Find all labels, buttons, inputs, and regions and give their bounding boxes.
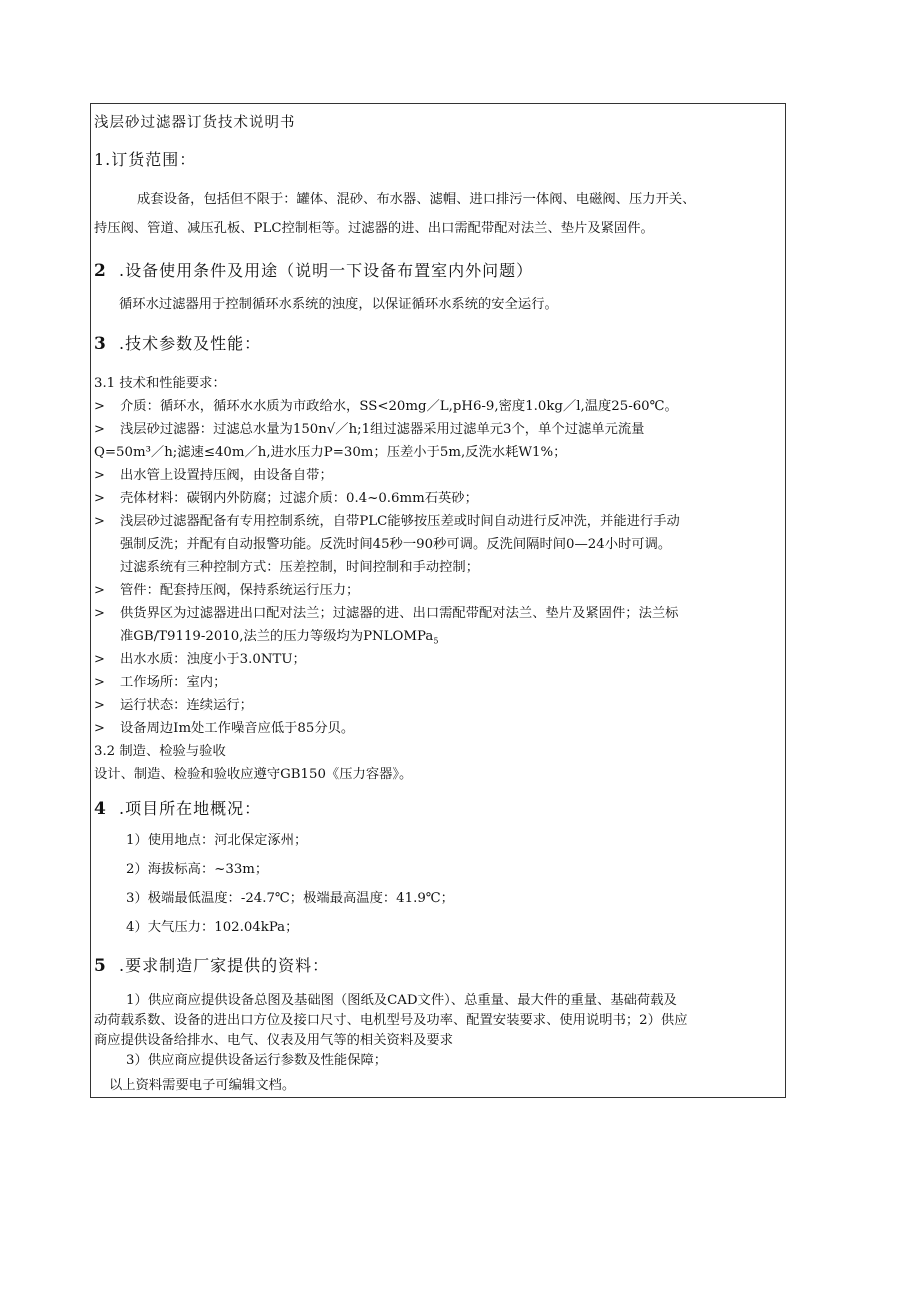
section-2-heading	[94, 261, 533, 281]
bullet-marker: >	[94, 652, 105, 667]
location-item-4: 4）大气压力：102.04kPa；	[126, 920, 299, 935]
section-1-heading: 1.订货范围：	[94, 150, 197, 169]
materials-line-3: 商应提供设备给排水、电气、仪表及用气等的相关资料及要求	[94, 1033, 454, 1048]
materials-line-2: 动荷载系数、设备的进出口方位及接口尺寸、电机型号及功率、配置安装要求、使用说明书；2）供应	[94, 1013, 688, 1028]
tech-item-7-cont	[120, 629, 438, 645]
tech-item-2-cont: Q=50m³／h;滤速≤40m／h,进水压力P=30m；压差小于5m,反洗水耗W1%；	[94, 445, 567, 460]
materials-line-1: 1）供应商应提供设备总图及基础图（图纸及CAD文件）、总重量、最大件的重量、基础荷载及	[126, 993, 677, 1008]
section-4-number: 4	[94, 799, 107, 819]
tech-item-3: 出水管上设置持压阀，由设备自带；	[120, 468, 333, 483]
section-1-line-1: 成套设备，包括但不限于：罐体、混砂、布水器、滤帽、进口排污一体阀、电磁阀、压力开关、	[137, 192, 696, 207]
bullet-marker: >	[94, 675, 105, 690]
tech-item-6: 管件：配套持压阀，保持系统运行压力；	[120, 583, 360, 598]
tech-item-8: 出水水质：浊度小于3.0NTU；	[120, 652, 306, 667]
location-item-2: 2）海拔标高：~33m；	[126, 862, 269, 877]
section-4-title: .项目所在地概况：	[119, 799, 262, 818]
bullet-marker: >	[94, 399, 105, 414]
bullet-marker: >	[94, 606, 105, 621]
tech-item-9: 工作场所：室内；	[120, 675, 227, 690]
section-3-2-heading: 3.2 制造、检验与验收	[94, 744, 226, 759]
tech-item-2: 浅层砂过滤器：过滤总水量为150n√／h;1组过滤器采用过滤单元3个，单个过滤单元流量	[120, 422, 645, 437]
section-3-heading	[94, 334, 261, 354]
bullet-marker: >	[94, 698, 105, 713]
section-5-heading	[94, 956, 329, 976]
location-item-3: 3）极端最低温度：-24.7℃；极端最高温度：41.9℃；	[126, 891, 454, 906]
tech-item-10: 运行状态：连续运行；	[120, 698, 253, 713]
tech-item-1: 介质：循环水，循环水水质为市政给水，SS<20mg／L,pH6-9,密度1.0kg／l,温度25-60℃。	[120, 399, 678, 414]
section-1-line-2: 持压阀、管道、减压孔板、PLC控制柜等。过滤器的进、出口需配带配对法兰、垫片及紧固件。	[94, 221, 654, 236]
section-3-title: .技术参数及性能：	[119, 334, 262, 353]
materials-line-4: 3）供应商应提供设备运行参数及性能保障；	[126, 1053, 388, 1068]
location-item-1: 1）使用地点：河北保定涿州；	[126, 833, 308, 848]
tech-item-11: 设备周边Im处工作噪音应低于85分贝。	[120, 721, 355, 736]
flange-standard-text: 准GB/T9119-2010,法兰的压力等级均为PNLOMPa	[120, 629, 434, 644]
materials-line-5: 以上资料需要电子可编辑文档。	[109, 1078, 296, 1093]
bullet-marker: >	[94, 583, 105, 598]
bullet-marker: >	[94, 491, 105, 506]
section-5-title: .要求制造厂家提供的资料：	[119, 956, 330, 975]
tech-item-7: 供货界区为过滤器进出口配对法兰；过滤器的进、出口需配带配对法兰、垫片及紧固件；法兰标	[120, 606, 679, 621]
section-2-number: 2	[94, 261, 107, 281]
tech-item-5-cont-1: 强制反洗；并配有自动报警功能。反洗时间45秒一90秒可调。反洗间隔时间0—24小时可调。	[120, 537, 672, 552]
bullet-marker: >	[94, 468, 105, 483]
bullet-marker: >	[94, 514, 105, 529]
document-frame	[90, 103, 786, 1098]
tech-item-5-cont-2: 过滤系统有三种控制方式：压差控制，时间控制和手动控制；	[120, 560, 480, 575]
section-3-1-heading: 3.1 技术和性能要求：	[94, 376, 226, 391]
section-3-number: 3	[94, 334, 107, 354]
section-4-heading	[94, 799, 261, 819]
section-2-title: .设备使用条件及用途（说明一下设备布置室内外问题）	[119, 261, 534, 280]
tech-item-4: 壳体材料：碳钢内外防腐；过滤介质：0.4~0.6mm石英砂；	[120, 491, 478, 506]
section-2-text: 循环水过滤器用于控制循环水系统的浊度，以保证循环水系统的安全运行。	[119, 297, 558, 312]
section-3-2-text: 设计、制造、检验和验收应遵守GB150《压力容器》。	[94, 767, 413, 782]
document-title: 浅层砂过滤器订货技术说明书	[94, 115, 296, 131]
bullet-marker: >	[94, 422, 105, 437]
bullet-marker: >	[94, 721, 105, 736]
section-5-number: 5	[94, 956, 107, 976]
pa-subscript: 5	[433, 636, 439, 646]
tech-item-5: 浅层砂过滤器配备有专用控制系统，自带PLC能够按压差或时间自动进行反冲洗，并能进行手动	[120, 514, 680, 529]
